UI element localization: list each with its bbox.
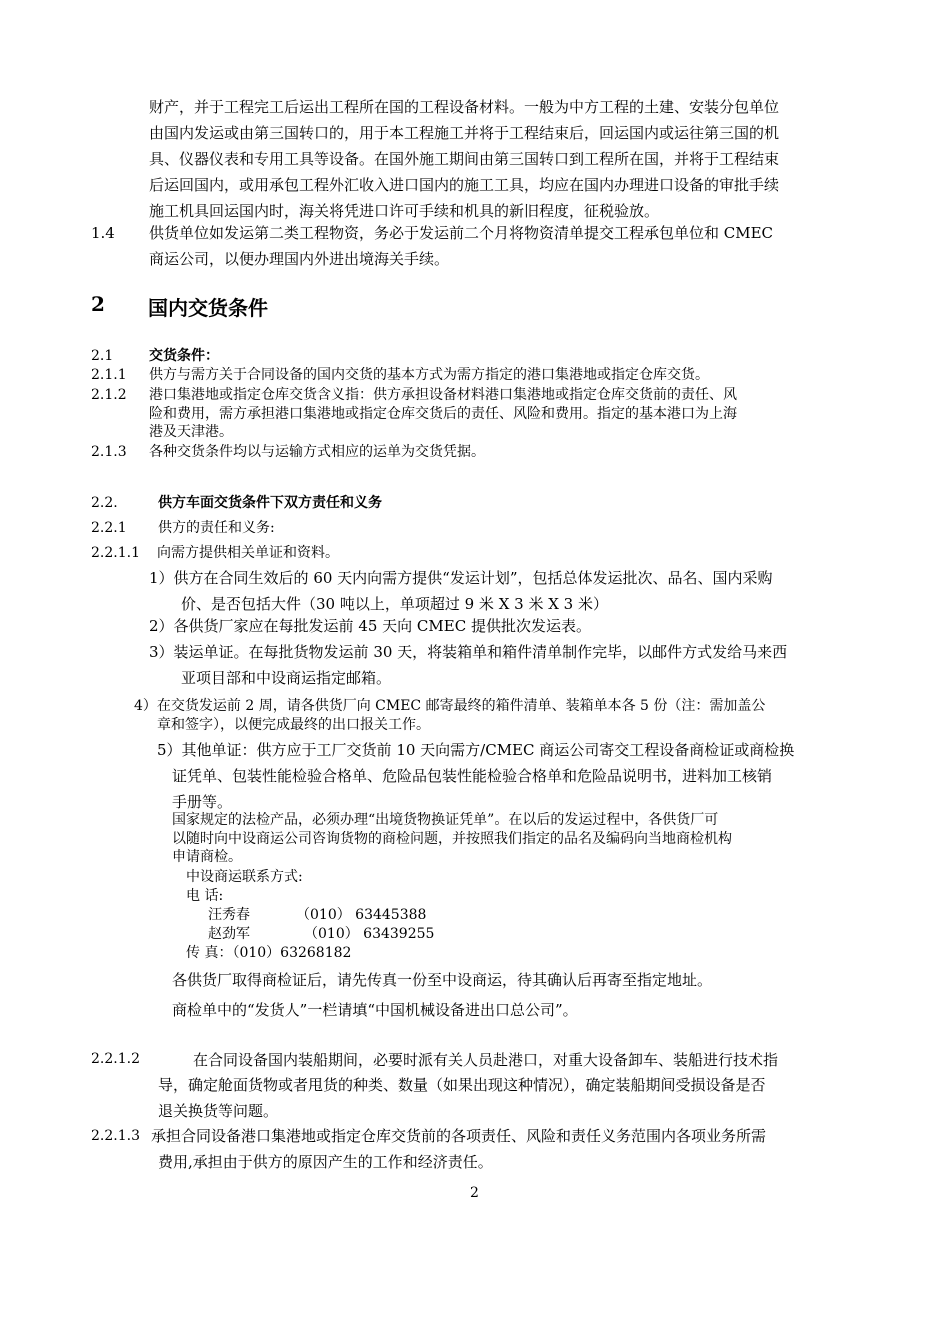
clause-number: 1.4	[91, 224, 115, 242]
text-line: 供方与需方关于合同设备的国内交货的基本方式为需方指定的港口集港地或指定仓库交货。	[149, 367, 709, 383]
text-line: 具、仪器仪表和专用工具等设备。在国外施工期间由第三国转口到工程所在国，并将于工程结束	[149, 150, 780, 168]
text-line: 后运回国内，或用承包工程外汇收入进口国内的施工工具，均应在国内办理进口设备的审批手续	[149, 176, 780, 194]
text-line: 商运公司，以便办理国内外进出境海关手续。	[149, 250, 450, 268]
list-item-text: 章和签字），以便完成最终的出口报关工作。	[157, 717, 430, 733]
text-line: 以随时向中设商运公司咨询货物的商检问题，并按照我们指定的品名及编码向当地商检机构	[172, 831, 732, 847]
contact-title: 中设商运联系方式:	[186, 869, 303, 885]
text-line: 财产，并于工程完工后运出工程所在国的工程设备材料。一般为中方工程的土建、安装分包单位	[149, 98, 780, 116]
page-number: 2	[470, 1185, 479, 1201]
list-item-text: 证凭单、包装性能检验合格单、危险品包装性能检验合格单和危险品说明书，进料加工核销	[172, 767, 773, 785]
clause-number: 2.2.	[91, 495, 118, 511]
text-line: 在合同设备国内装船期间，必要时派有关人员赴港口，对重大设备卸车、装船进行技术指	[193, 1051, 779, 1069]
clause-number: 2.1.3	[91, 444, 127, 460]
list-item-text: 亚项目部和中设商运指定邮箱。	[181, 669, 392, 687]
clause-number: 2.2.1.2	[91, 1051, 140, 1067]
list-item-text: 2）各供货厂家应在每批发运前 45 天向 CMEC 提供批次发运表。	[149, 617, 591, 635]
list-item-text: 手册等。	[172, 793, 233, 811]
text-line: 险和费用，需方承担港口集港地或指定仓库交货后的责任、风险和费用。指定的基本港口为上海	[149, 406, 737, 422]
clause-number: 2.1.1	[91, 367, 127, 383]
text-line: 向需方提供相关单证和资料。	[157, 545, 339, 561]
text-line: 导，确定舱面货物或者甩货的种类、数量（如果出现这种情况），确定装船期间受损设备是否	[158, 1076, 766, 1094]
text-line: 国家规定的法检产品，必须办理“出境货物换证凭单”。在以后的发运过程中，各供货厂可	[172, 812, 719, 828]
text-line: 申请商检。	[172, 849, 242, 865]
text-line: 各种交货条件均以与运输方式相应的运单为交货凭据。	[149, 444, 485, 460]
text-line: 供方的责任和义务:	[158, 520, 275, 536]
clause-number: 2.2.1.3	[91, 1128, 140, 1144]
text-line: 商检单中的“发货人”一栏请填“中国机械设备进出口总公司”。	[172, 1001, 578, 1019]
clause-number: 2.2.1	[91, 520, 127, 536]
text-line: 退关换货等问题。	[158, 1102, 279, 1120]
text-line: 费用,承担由于供方的原因产生的工作和经济责任。	[158, 1153, 493, 1171]
list-item-text: 1）供方在合同生效后的 60 天内向需方提供“发运计划”，包括总体发运批次、品名、国内采购	[149, 569, 773, 587]
phone-label: 电 话:	[186, 888, 224, 904]
text-line: 施工机具回运国内时，海关将凭进口许可手续和机具的新旧程度，征税验放。	[149, 202, 660, 220]
clause-number: 2.2.1.1	[91, 545, 140, 561]
text-line: 承担合同设备港口集港地或指定仓库交货前的各项责任、风险和责任义务范围内各项业务所需	[151, 1127, 767, 1145]
contact-phone: （010） 63439255	[304, 926, 435, 942]
section-number: 2	[91, 292, 105, 316]
list-item-text: 3）装运单证。在每批货物发运前 30 天，将装箱单和箱件清单制作完毕，以邮件方式发给马来西	[149, 643, 788, 661]
clause-title: 交货条件：	[149, 348, 219, 364]
section-title: 国内交货条件	[148, 296, 268, 320]
contact-phone: （010） 63445388	[296, 907, 427, 923]
text-line: 供货单位如发运第二类工程物资，务必于发运前二个月将物资清单提交工程承包单位和 CMEC	[149, 224, 774, 242]
clause-number: 2.1	[91, 348, 114, 364]
contact-name: 赵劲军	[208, 926, 250, 942]
fax-line: 传 真：（010）63268182	[186, 945, 352, 961]
text-line: 港及天津港。	[149, 424, 233, 440]
text-line: 各供货厂取得商检证后，请先传真一份至中设商运，待其确认后再寄至指定地址。	[172, 971, 713, 989]
list-item-text: 价、是否包括大件（30 吨以上，单项超过 9 米 X 3 米 X 3 米）	[181, 595, 608, 613]
text-line: 港口集港地或指定仓库交货含义指：供方承担设备材料港口集港地或指定仓库交货前的责任、风	[149, 387, 737, 403]
clause-title: 供方车面交货条件下双方责任和义务	[158, 495, 382, 511]
list-item-text: 4）在交货发运前 2 周，请各供货厂向 CMEC 邮寄最终的箱件清单、装箱单本各 5 份（注：需加盖公	[134, 698, 766, 714]
text-line: 由国内发运或由第三国转口的，用于本工程施工并将于工程结束后，回运国内或运往第三国的机	[149, 124, 780, 142]
list-item-text: 5）其他单证：供方应于工厂交货前 10 天向需方/CMEC 商运公司寄交工程设备商检证或商检换	[157, 741, 795, 759]
clause-number: 2.1.2	[91, 387, 127, 403]
contact-name: 汪秀春	[208, 907, 250, 923]
